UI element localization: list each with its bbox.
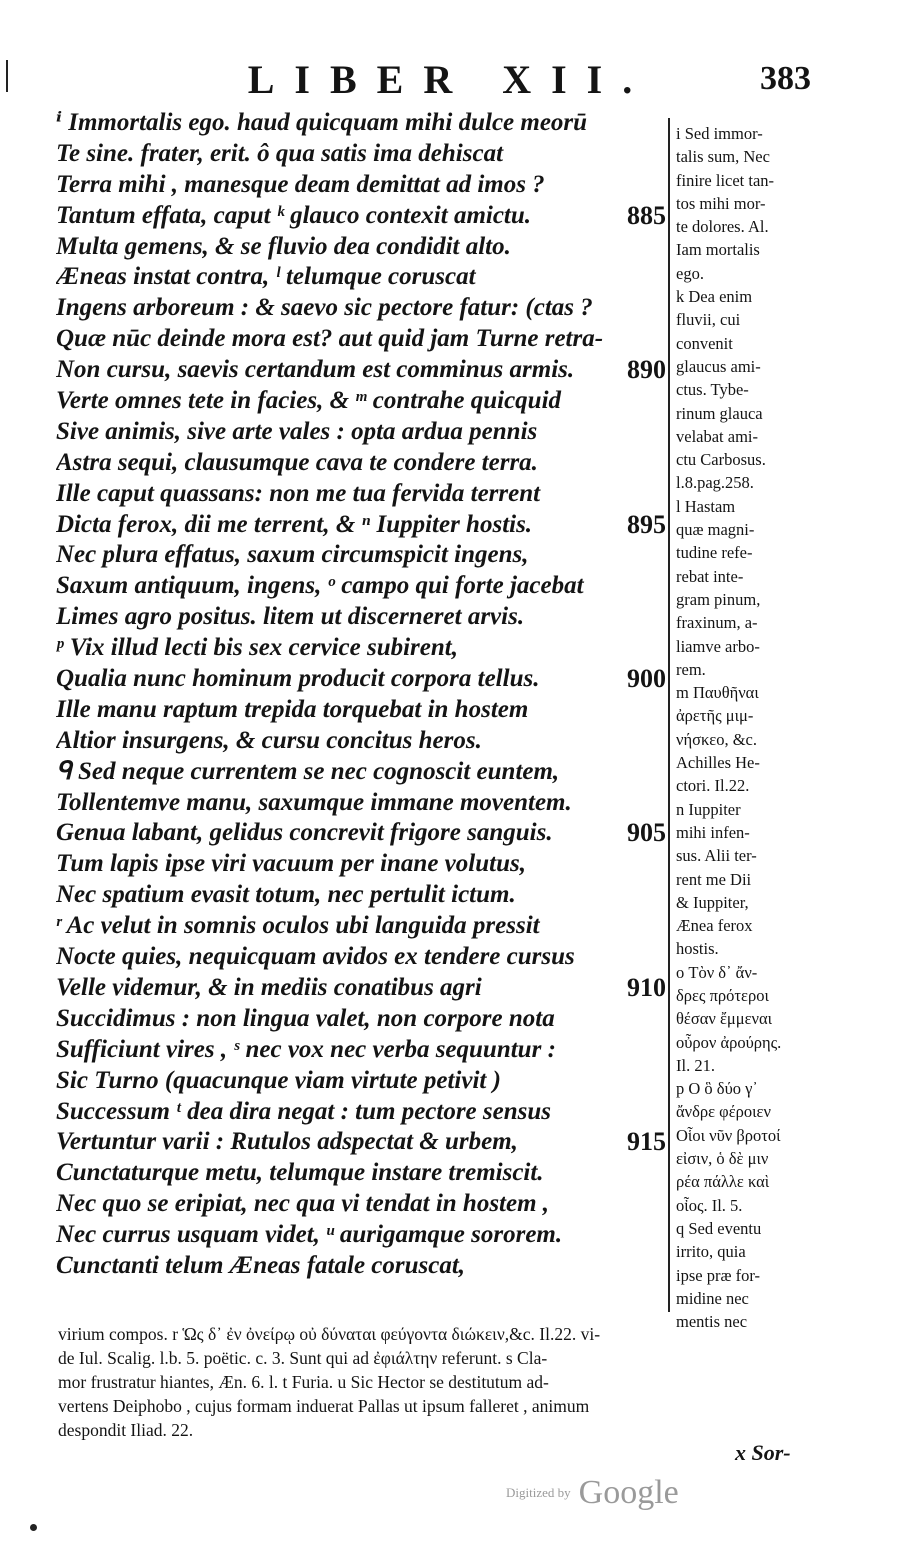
side-note-line: & Iuppiter, — [676, 892, 749, 912]
side-note-line: convenit — [676, 333, 733, 353]
footnotes — [58, 1322, 824, 1442]
verse-line — [56, 818, 668, 849]
watermark-prefix: Digitized by — [506, 1485, 571, 1500]
verse-line — [56, 1097, 668, 1128]
verse-text: Te sine. frater, erit. ô qua satis ima dehiscat — [56, 139, 504, 167]
verse-line — [56, 170, 668, 201]
side-note-line: Iam mortalis — [676, 240, 760, 260]
verse-text: ᑫ Sed neque currentem se nec cognoscit euntem, — [56, 757, 560, 785]
verse-text: Quæ nūc deinde mora est? aut quid jam Turne retra- — [56, 325, 604, 353]
verse-text: Nec quo se eripiat, nec qua vi tendat in hostem , — [56, 1190, 550, 1218]
verse-text: Successum ᵗ dea dira negat : tum pectore sensus — [56, 1097, 551, 1125]
verse-line — [56, 324, 668, 355]
ink-dot — [30, 1524, 37, 1531]
verse-text: Tantum effata, caput ᵏ glauco contexit amictu. — [56, 201, 532, 229]
verse-text: Ingens arboreum : & saevo sic pectore fatur: (ctas ? — [56, 294, 593, 322]
footnote-line: de Iul. Scalig. l.b. 5. poëtic. c. 3. Sunt qui ad ἐφιάλτην referunt. s Cla- — [58, 1348, 548, 1368]
verse-line — [56, 108, 668, 139]
side-note-line: mihi infen- — [676, 822, 750, 842]
line-number: 910 — [627, 972, 666, 1002]
side-note-line: tudine refe- — [676, 543, 753, 563]
verse-line — [56, 695, 668, 726]
side-note-line: gram pinum, — [676, 589, 761, 609]
verse-text: Non cursu, saevis certandum est comminus armis. — [56, 356, 575, 384]
verse-text: Nocte quies, nequicquam avidos ex tendere cursus — [56, 943, 575, 971]
verse-text: Cunctanti telum Æneas fatale coruscat, — [56, 1251, 466, 1279]
verse-text: Limes agro positus. litem ut discerneret arvis. — [56, 603, 525, 631]
verse-text: Vertuntur varii : Rutulos adspectat & urbem, — [56, 1128, 518, 1156]
side-note-line: ipse præ for- — [676, 1265, 760, 1285]
verse-line — [56, 633, 668, 664]
verse-line — [56, 262, 668, 293]
side-note-line: glaucus ami- — [676, 356, 761, 376]
verse-line — [56, 942, 668, 973]
side-note-line: rent me Dii — [676, 869, 752, 889]
side-note-line: k Dea enim — [676, 287, 753, 307]
verse-text: Genua labant, gelidus concrevit frigore sanguis. — [56, 819, 553, 847]
line-number: 905 — [627, 818, 666, 848]
side-note-line: l.8.pag.258. — [676, 473, 754, 493]
verse-text: Ille caput quassans: non me tua fervida terrent — [56, 479, 541, 507]
side-note-line: q Sed eventu — [676, 1218, 762, 1238]
side-note-line: ἀρετῆς μιμ- — [676, 706, 754, 726]
verse-text: Verte omnes tete in facies, & ᵐ contrahe quicquid — [56, 387, 562, 415]
footnote-line: mor frustratur hiantes, Æn. 6. l. t Furia. u Sic Hector se destitutum ad- — [58, 1372, 549, 1392]
verse-text: ᵖ Vix illud lecti bis sex cervice subirent, — [56, 634, 458, 662]
verse-line — [56, 571, 668, 602]
side-note-line: ego. — [676, 263, 704, 283]
verse-line — [56, 1251, 668, 1282]
verse-text: Multa gemens, & se fluvio dea condidit alto. — [56, 232, 511, 260]
side-note-line: l Hastam — [676, 496, 736, 516]
verse-text: Velle videmur, & in mediis conatibus agri — [56, 973, 482, 1001]
verse-line — [56, 139, 668, 170]
verse-text: Cunctaturque metu, telumque instare tremiscit. — [56, 1159, 544, 1187]
side-note-line: n Iuppiter — [676, 799, 741, 819]
side-note-line: ἄνδρε φέροιεν — [676, 1102, 771, 1122]
verse-line — [56, 849, 668, 880]
verse-line — [56, 540, 668, 571]
footnote-line: vertens Deiphobo , cujus formam induerat Pallas ut ipsum falleret , animum — [58, 1396, 590, 1416]
catchword: x Sor- — [735, 1440, 791, 1465]
side-note-line: οἶος. Il. 5. — [676, 1195, 743, 1215]
verse-line — [56, 293, 668, 324]
line-number: 890 — [627, 355, 666, 385]
side-note-line: θέσαν ἔμμεναι — [676, 1009, 773, 1029]
verse-line — [56, 911, 668, 942]
verse-text: Sufficiunt vires , ˢ nec vox nec verba sequuntur : — [56, 1035, 556, 1063]
side-note-line: εἰσιν, ὁ δὲ μιν — [676, 1149, 769, 1169]
side-note-line: νήσκεο, &c. — [676, 729, 758, 749]
verse-line — [56, 757, 668, 788]
footnote-line: despondit Iliad. 22. — [58, 1420, 194, 1440]
side-note-line: mentis nec — [676, 1312, 748, 1332]
side-note-line: Ænea ferox — [676, 916, 753, 936]
side-note-line: Achilles He- — [676, 753, 760, 773]
verse-text: Astra sequi, clausumque cava te condere terra. — [56, 448, 538, 476]
side-note-line: o Τὸν δ᾽ ἄν- — [676, 962, 758, 982]
verse-line — [56, 664, 668, 695]
verse-line — [56, 479, 668, 510]
side-note-line: velabat ami- — [676, 426, 759, 446]
side-note-line: ctori. Il.22. — [676, 776, 750, 796]
verse-text: Altior insurgens, & cursu concitus heros. — [56, 726, 482, 754]
side-note-line: rem. — [676, 659, 706, 679]
line-number: 885 — [627, 200, 666, 230]
side-note-line: p O ὃ δύο γ᾽ — [676, 1079, 758, 1099]
verse-text: ⁱ Immortalis ego. haud quicquam mihi dulce meorū — [56, 109, 588, 136]
marginal-notes — [676, 122, 821, 1333]
verse-text: Tum lapis ipse viri vacuum per inane volutus, — [56, 850, 526, 878]
footnote-line: virium compos. r Ὡς δ᾽ ἐν ὀνείρῳ οὐ δύναται φεύγοντα διώκειν,&c. Il.22. vi- — [58, 1324, 601, 1344]
side-note-line: liamve arbo- — [676, 636, 760, 656]
verse-text: Dicta ferox, dii me terrent, & ⁿ Iuppiter hostis. — [56, 510, 533, 538]
side-note-line: ctu Carbosus. — [676, 450, 766, 470]
verse-line — [56, 417, 668, 448]
verse-line — [56, 726, 668, 757]
verse-text: Nec plura effatus, saxum circumspicit ingens, — [56, 541, 529, 569]
column-divider — [668, 118, 670, 1312]
side-note-line: talis sum, Nec — [676, 147, 770, 167]
verse-text: Nec currus usquam videt, ᵘ aurigamque sororem. — [56, 1221, 563, 1249]
verse-line — [56, 1127, 668, 1158]
verse-text: Ille manu raptum trepida torquebat in hostem — [56, 695, 529, 723]
verse-line — [56, 232, 668, 263]
side-note-line: i Sed immor- — [676, 124, 763, 143]
side-note-line: fraxinum, a- — [676, 613, 758, 633]
side-note-line: te dolores. Al. — [676, 217, 769, 237]
verse-line — [56, 1004, 668, 1035]
side-note-line: fluvii, cui — [676, 310, 741, 330]
side-note-line: midine nec — [676, 1288, 749, 1308]
verse-text: Æneas instat contra, ˡ telumque coruscat — [56, 263, 476, 291]
verse-text: Sic Turno (quacunque viam virtute petivit ) — [56, 1066, 501, 1094]
side-note-line: irrito, quia — [676, 1242, 746, 1262]
verse-line — [56, 510, 668, 541]
side-note-line: tos mihi mor- — [676, 193, 766, 213]
verse-column — [56, 108, 668, 1282]
verse-text: ʳ Ac velut in somnis oculos ubi languida pressit — [56, 912, 540, 940]
verse-text: Succidimus : non lingua valet, non corpore nota — [56, 1004, 555, 1032]
side-note-line: quæ magni- — [676, 520, 755, 540]
verse-text: Saxum antiquum, ingens, ᵒ campo qui forte jacebat — [56, 572, 584, 600]
verse-line — [56, 880, 668, 911]
verse-text: Terra mihi , manesque deam demittat ad imos ? — [56, 170, 545, 198]
verse-line — [56, 1035, 668, 1066]
verse-line — [56, 201, 668, 232]
verse-line — [56, 1158, 668, 1189]
verse-line — [56, 1220, 668, 1251]
verse-text: Qualia nunc hominum producit corpora tellus. — [56, 665, 540, 693]
side-note-line: οὖρον ἀρούρης. — [676, 1032, 782, 1052]
verse-text: Nec spatium evasit totum, nec pertulit ictum. — [56, 881, 516, 909]
line-number: 915 — [627, 1127, 666, 1157]
side-note-line: m Παυθῆναι — [676, 683, 759, 703]
side-note-line: Il. 21. — [676, 1055, 715, 1075]
verse-line — [56, 355, 668, 386]
verse-line — [56, 386, 668, 417]
side-note-line: ctus. Tybe- — [676, 380, 749, 400]
verse-line — [56, 973, 668, 1004]
side-note-line: rinum glauca — [676, 403, 763, 423]
page-number: 383 — [760, 60, 811, 97]
side-note-line: sus. Alii ter- — [676, 846, 757, 866]
verse-line — [56, 1066, 668, 1097]
side-note-line: ρέα πάλλε καὶ — [676, 1172, 770, 1192]
verse-line — [56, 602, 668, 633]
line-number: 900 — [627, 664, 666, 694]
watermark-brand: Google — [578, 1474, 679, 1511]
verse-line — [56, 448, 668, 479]
side-note-line: δρες πρότεροι — [676, 985, 769, 1005]
side-note-line: Οἷοι νῦν βροτοί — [676, 1125, 781, 1145]
digitized-watermark — [506, 1474, 679, 1512]
verse-line — [56, 788, 668, 819]
margin-mark — [6, 60, 8, 92]
running-head: LIBER XII. — [247, 57, 653, 102]
side-note-line: rebat inte- — [676, 566, 744, 586]
verse-text: Tollentemve manu, saxumque immane moventem. — [56, 788, 572, 816]
side-note-line: finire licet tan- — [676, 170, 775, 190]
side-note-line: hostis. — [676, 939, 719, 959]
verse-text: Sive animis, sive arte vales : opta ardua pennis — [56, 417, 538, 445]
line-number: 895 — [627, 509, 666, 539]
verse-line — [56, 1189, 668, 1220]
